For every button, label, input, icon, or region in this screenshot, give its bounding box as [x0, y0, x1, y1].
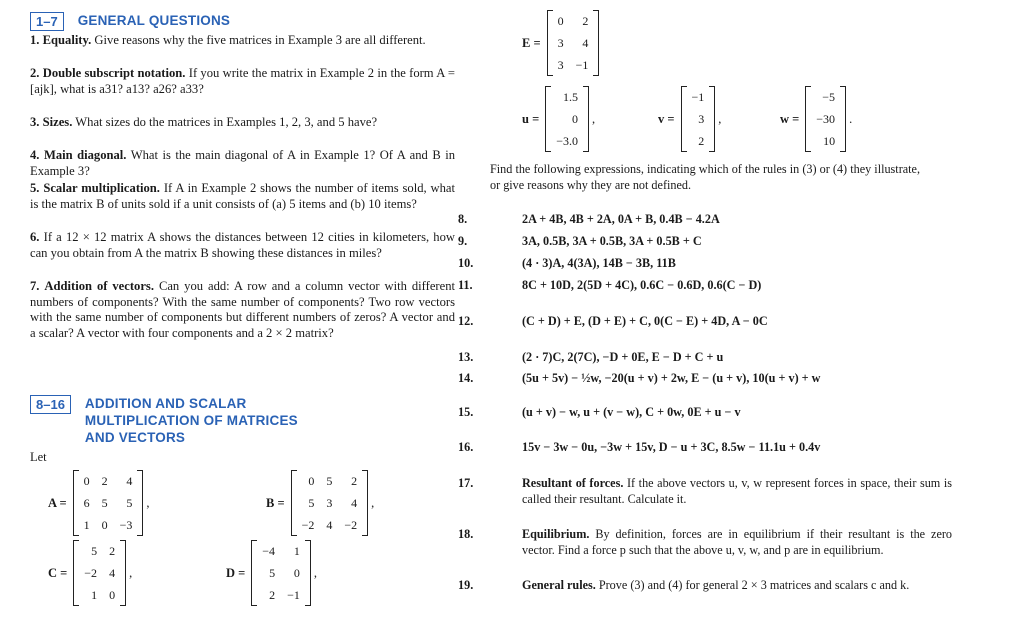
matrix-b	[266, 470, 374, 536]
matrix-cell: 10	[823, 134, 836, 148]
matrix-label: E =	[522, 35, 541, 50]
section-range-box: 1–7	[30, 12, 64, 31]
matrix-cell: 5	[101, 496, 108, 510]
matrix-cell: 3	[326, 496, 333, 510]
matrix-cell: 3	[698, 112, 705, 126]
problem-expr: (C + D) + E, (D + E) + C, 0(C − E) + 4D, A − 0C	[522, 314, 768, 328]
vector-u	[522, 86, 595, 152]
vector-v	[658, 86, 721, 152]
let-text: Let	[30, 450, 47, 464]
matrix-cell: 0	[293, 566, 300, 580]
matrix-a	[48, 470, 150, 536]
matrix-punct: ,	[313, 565, 317, 580]
problem-expr: (5u + 5v) − ½w, −20(u + v) + 2w, E − (u + v), 10(u + v) + w	[522, 371, 821, 385]
matrix-grid	[545, 86, 589, 152]
vector-punct: .	[849, 111, 853, 126]
problem-15	[458, 405, 832, 421]
matrix-cell: 4	[351, 496, 358, 510]
matrix-cell: −2	[301, 518, 315, 532]
problem-title: Equality.	[42, 33, 92, 47]
problem-text: If you write the matrix in Example 2 in the form A = [ajk], what is a31? a13? a26? a33?	[30, 66, 455, 96]
problem-4	[30, 148, 455, 179]
problem-expr: 3A, 0.5B, 3A + 0.5B, 3A + 0.5B + C	[522, 234, 702, 248]
problem-text: What sizes do the matrices in Examples 1, 2, 3, and 5 have?	[75, 115, 378, 129]
matrix-label: C =	[48, 565, 68, 580]
section-title: GENERAL QUESTIONS	[77, 13, 231, 28]
problem-number: 13.	[458, 350, 474, 364]
problem-number: 7.	[30, 279, 40, 293]
section-header-1-7	[30, 12, 230, 31]
matrix-punct: ,	[371, 495, 375, 510]
matrix-cell: 0	[109, 588, 116, 602]
matrix-cell: −5	[822, 90, 836, 104]
problem-text: If the above vectors u, v, w represent forces in space, their sum is called their resultant. Calculate it.	[522, 476, 952, 506]
matrix-cell: 3	[557, 36, 564, 50]
matrix-label: B =	[266, 495, 285, 510]
matrix-cell: −30	[816, 112, 836, 126]
matrix-punct: ,	[129, 565, 133, 580]
matrix-cell: 2	[351, 474, 358, 488]
problem-text: By definition, forces are in equilibrium if their resultant is the zero vector. Find a force p such that the above u, v, w, and p are in equilibrium.	[522, 527, 953, 557]
vector-label: w =	[780, 111, 800, 126]
matrix-cell: 5	[326, 474, 333, 488]
problem-9	[458, 234, 952, 250]
matrix-cell: 5	[126, 496, 133, 510]
matrix-cell: 6	[83, 496, 90, 510]
problem-17	[458, 476, 952, 507]
problem-title: Main diagonal.	[43, 148, 127, 162]
problem-10	[458, 256, 952, 272]
problem-text: Prove (3) and (4) for general 2 × 3 matrices and scalars c and k.	[598, 578, 910, 592]
matrix-cell: 2	[269, 588, 276, 602]
matrix-cell: 3	[557, 58, 564, 72]
problem-number: 15.	[458, 405, 474, 419]
problem-title: Equilibrium.	[522, 527, 590, 541]
problem-number: 8.	[458, 212, 468, 226]
problem-number: 6.	[30, 230, 40, 244]
matrix-cell: −1	[691, 90, 705, 104]
problem-expr: (2 · 7)C, 2(7C), −D + 0E, E − D + C + u	[522, 350, 724, 364]
matrix-cell: 4	[126, 474, 133, 488]
section-title-line: AND VECTORS	[84, 430, 186, 445]
matrix-grid	[681, 86, 716, 152]
matrix-cell: 0	[101, 518, 108, 532]
problem-14	[458, 371, 832, 387]
problem-1	[30, 33, 455, 49]
problem-number: 14.	[458, 371, 474, 385]
problem-number: 17.	[458, 476, 474, 490]
matrix-grid	[547, 10, 600, 76]
problem-number: 10.	[458, 256, 474, 270]
problem-expr: 15v − 3w − 0u, −3w + 15v, D − u + 3C, 8.5w − 11.1u + 0.4v	[522, 440, 821, 454]
matrix-cell: 1.5	[562, 90, 578, 104]
matrix-grid	[805, 86, 846, 152]
matrix-cell: 0	[571, 112, 578, 126]
problem-12	[458, 314, 922, 330]
matrix-cell: 1	[293, 544, 300, 558]
problem-13	[458, 350, 952, 366]
problem-3	[30, 115, 455, 131]
problem-expr: (u + v) − w, u + (v − w), C + 0w, 0E + u − v	[522, 405, 741, 419]
problem-number: 11.	[458, 278, 473, 292]
problem-title: Scalar multiplication.	[43, 181, 160, 195]
problem-expr: 8C + 10D, 2(5D + 4C), 0.6C − 0.6D, 0.6(C − D)	[522, 278, 762, 292]
section-title-line: ADDITION AND SCALAR	[84, 396, 247, 411]
section-range-box: 8–16	[30, 395, 71, 414]
matrix-cell: −3.0	[556, 134, 578, 148]
problem-text: Can you add: A row and a column vector with different numbers of components? With the same number of components? Two row vectors with the same number of components but different numbers of zeros? A vector and a scalar? A vector with four components and a 2 × 2 matrix?	[30, 279, 456, 340]
problem-title: Resultant of forces.	[522, 476, 624, 490]
problem-expr: (4 · 3)A, 4(3A), 14B − 3B, 11B	[522, 256, 676, 270]
matrix-c	[48, 540, 132, 606]
problem-number: 16.	[458, 440, 474, 454]
problem-16	[458, 440, 892, 456]
problem-title: Double subscript notation.	[42, 66, 186, 80]
matrix-cell: 4	[582, 36, 589, 50]
problem-number: 5.	[30, 181, 40, 195]
matrix-grid	[291, 470, 369, 536]
matrix-cell: 5	[308, 496, 315, 510]
matrix-cell: −1	[287, 588, 300, 602]
problem-number: 3.	[30, 115, 40, 129]
vector-label: v =	[658, 111, 675, 126]
problem-title: Sizes.	[42, 115, 73, 129]
matrix-d	[226, 540, 317, 606]
matrix-cell: 2	[101, 474, 108, 488]
problem-title: General rules.	[522, 578, 596, 592]
vector-w	[780, 86, 852, 152]
problem-text: If a 12 × 12 matrix A shows the distances between 12 cities in kilometers, how can you obtain from A the matrix B showing these distances in miles?	[30, 230, 455, 260]
matrix-cell: −1	[575, 58, 589, 72]
problem-18	[458, 527, 953, 558]
problem-number: 2.	[30, 66, 40, 80]
problem-11	[458, 278, 882, 294]
matrix-cell: 5	[269, 566, 276, 580]
problem-expr: 2A + 4B, 4B + 2A, 0A + B, 0.4B − 4.2A	[522, 212, 720, 226]
matrix-cell: 0	[83, 474, 90, 488]
section-title	[85, 395, 298, 446]
matrix-cell: −2	[344, 518, 358, 532]
matrix-cell: 1	[91, 588, 98, 602]
matrix-cell: −3	[119, 518, 133, 532]
problem-number: 18.	[458, 527, 474, 541]
problem-title: Addition of vectors.	[44, 279, 154, 293]
problem-number: 4.	[30, 148, 40, 162]
problem-number: 19.	[458, 578, 474, 592]
matrix-label: D =	[226, 565, 246, 580]
matrix-cell: 2	[582, 14, 589, 28]
problem-19	[458, 578, 952, 594]
matrix-cell: 5	[91, 544, 98, 558]
problem-5	[30, 181, 455, 212]
matrix-label: A =	[48, 495, 67, 510]
problem-2	[30, 66, 455, 97]
problem-number: 12.	[458, 314, 474, 328]
vector-punct: ,	[718, 111, 722, 126]
matrix-cell: 0	[557, 14, 564, 28]
matrix-punct: ,	[146, 495, 150, 510]
problem-number: 1.	[30, 33, 40, 47]
problem-6	[30, 230, 455, 261]
matrix-cell: −2	[84, 566, 98, 580]
matrix-grid	[251, 540, 311, 606]
section-title-line: MULTIPLICATION OF MATRICES	[84, 413, 298, 428]
matrix-grid	[73, 540, 126, 606]
matrix-cell: −4	[262, 544, 276, 558]
section-header-8-16	[30, 395, 298, 446]
matrix-grid	[73, 470, 144, 536]
problem-7	[30, 279, 455, 341]
problem-8	[458, 212, 952, 228]
vector-label: u =	[522, 111, 540, 126]
matrix-cell: 2	[109, 544, 116, 558]
matrix-cell: 2	[698, 134, 705, 148]
matrix-cell: 4	[326, 518, 333, 532]
matrix-cell: 1	[83, 518, 90, 532]
matrix-cell: 4	[109, 566, 116, 580]
problem-number: 9.	[458, 234, 468, 248]
matrix-cell: 0	[308, 474, 315, 488]
problem-text: If A in Example 2 shows the number of items sold, what is the matrix B of units sold if a unit consists of (a) 5 items and (b) 10 items?	[30, 181, 456, 211]
problem-text: Give reasons why the five matrices in Example 3 are all different.	[94, 33, 426, 47]
vector-punct: ,	[591, 111, 596, 126]
instruction-text: Find the following expressions, indicating which of the rules in (3) or (4) they illustrate, or give reasons why they are not defined.	[490, 162, 920, 192]
matrix-e	[522, 10, 602, 76]
problem-text: What is the main diagonal of A in Example 1? Of A and B in Example 3?	[30, 148, 455, 178]
